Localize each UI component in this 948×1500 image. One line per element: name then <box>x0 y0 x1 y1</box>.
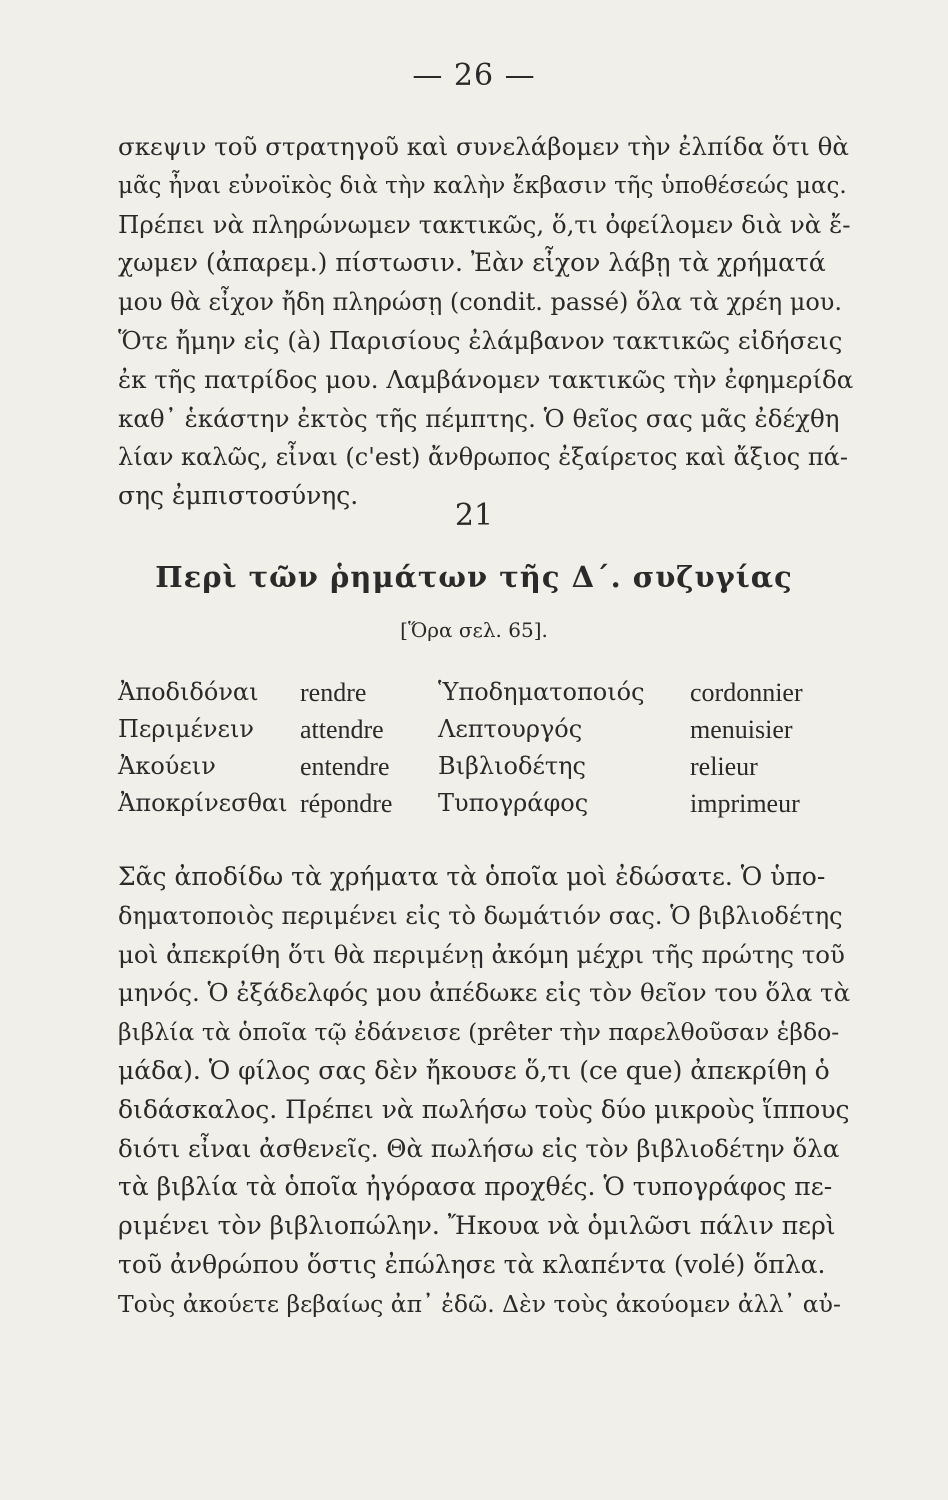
french-verb: répondre <box>300 789 393 818</box>
text-line: σης ἐμπιστοσύνης. <box>118 481 359 511</box>
vocabulary-row <box>118 789 853 826</box>
text-line: βιβλία τὰ ὁποῖα τῷ ἐδάνεισε (prêter τὴν παρελθοῦσαν ἑβδο- <box>118 1018 840 1047</box>
greek-noun: Τυπογράφος <box>438 789 589 817</box>
text-line: χωμεν (ἀπαρεμ.) πίστωσιν. Ἐὰν εἶχον λάβῃ τὰ χρήματά <box>118 248 826 278</box>
greek-verb: Ἀποδιδόναι <box>118 678 259 706</box>
text-line: Πρέπει νὰ πληρώνωμεν τακτικῶς, ὅ,τι ὀφείλομεν διὰ νὰ ἔ- <box>118 209 851 239</box>
vocabulary-row <box>118 752 853 789</box>
text-line: μάδα). Ὁ φίλος σας δὲν ἤκουσε ὅ,τι (ce que) ἀπεκρίθη ὁ <box>118 1055 830 1085</box>
text-line: μηνός. Ὁ ἐξάδελφός μου ἀπέδωκε εἰς τὸν θεῖον του ὅλα τὰ <box>118 978 851 1008</box>
vocabulary-table <box>118 678 853 826</box>
paragraph-top <box>118 128 853 516</box>
text-line: μᾶς ἦναι εὐνοϊκὸς διὰ τὴν καλὴν ἔκβασιν τῆς ὑποθέσεώς μας. <box>118 172 847 199</box>
text-line: δηματοποιὸς περιμένει εἰς τὸ δωμάτιόν σας. Ὁ βιβλιοδέτης <box>118 901 843 930</box>
vocabulary-row <box>118 678 853 715</box>
text-line: καθ᾽ ἑκάστην ἐκτὸς τῆς πέμπτης. Ὁ θεῖος σας μᾶς ἐδέχθη <box>118 403 840 433</box>
text-line: διδάσκαλος. Πρέπει νὰ πωλήσω τοὺς δύο μικροὺς ἵππους <box>118 1094 850 1124</box>
text-line: ἐκ τῆς πατρίδος μου. Λαμβάνομεν τακτικῶς τὴν ἐφημερίδα <box>118 364 854 394</box>
greek-noun: Λεπτουργός <box>438 715 583 743</box>
text-line: τοῦ ἀνθρώπου ὅστις ἐπώλησε τὰ κλαπέντα (volé) ὅπλα. <box>118 1249 826 1279</box>
greek-verb: Ἀποκρίνεσθαι <box>118 789 288 817</box>
french-verb: rendre <box>300 678 367 707</box>
french-verb: attendre <box>300 715 384 744</box>
french-noun: imprimeur <box>690 789 800 818</box>
lesson-number: 21 <box>454 498 494 533</box>
text-line: ριμένει τὸν βιβλιοπώλην. Ἤκουα νὰ ὁμιλῶσι πάλιν περὶ <box>118 1211 836 1241</box>
text-line: Τοὺς ἀκούετε βεβαίως ἀπ᾽ ἐδῶ. Δὲν τοὺς ἀκούομεν ἀλλ᾽ αὐ- <box>118 1289 841 1318</box>
page-number: — 26 — <box>412 58 536 93</box>
text-line: μοὶ ἀπεκρίθη ὅτι θὰ περιμένῃ ἀκόμη μέχρι τῆς πρώτης τοῦ <box>118 939 845 969</box>
greek-verb: Περιμένειν <box>118 715 254 743</box>
french-noun: relieur <box>690 752 758 781</box>
text-line: Ὅτε ἤμην εἰς (à) Παρισίους ἐλάμβανον τακτικῶς εἰδήσεις <box>118 325 843 355</box>
text-line: σκεψιν τοῦ στρατηγοῦ καὶ συνελάβομεν τὴν ἐλπίδα ὅτι θὰ <box>118 132 849 161</box>
section-subheading: [Ὅρα σελ. 65]. <box>400 618 548 642</box>
paragraph-bottom <box>118 858 853 1324</box>
greek-verb: Ἀκούειν <box>118 752 216 780</box>
french-noun: menuisier <box>690 715 793 744</box>
text-line: τὰ βιβλία τὰ ὁποῖα ἠγόρασα προχθές. Ὁ τυπογράφος πε- <box>118 1172 833 1202</box>
greek-noun: Βιβλιοδέτης <box>438 752 586 780</box>
french-verb: entendre <box>300 752 390 781</box>
vocabulary-row <box>118 715 853 752</box>
greek-noun: Ὑποδηματοποιός <box>438 678 645 706</box>
text-line: διότι εἶναι ἀσθενεῖς. Θὰ πωλήσω εἰς τὸν βιβλιοδέτην ὅλα <box>118 1133 840 1163</box>
text-line: λίαν καλῶς, εἶναι (c'est) ἄνθρωπος ἐξαίρετος καὶ ἄξιος πά- <box>118 443 848 472</box>
french-noun: cordonnier <box>690 678 803 707</box>
text-line: Σᾶς ἀποδίδω τὰ χρήματα τὰ ὁποῖα μοὶ ἐδώσατε. Ὁ ὑπο- <box>118 862 826 891</box>
text-line: μου θὰ εἶχον ἤδη πληρώσῃ (condit. passé) ὅλα τὰ χρέη μου. <box>118 288 842 317</box>
section-heading: Περὶ τῶν ῥημάτων τῆς Δ΄. συζυγίας <box>155 560 793 594</box>
